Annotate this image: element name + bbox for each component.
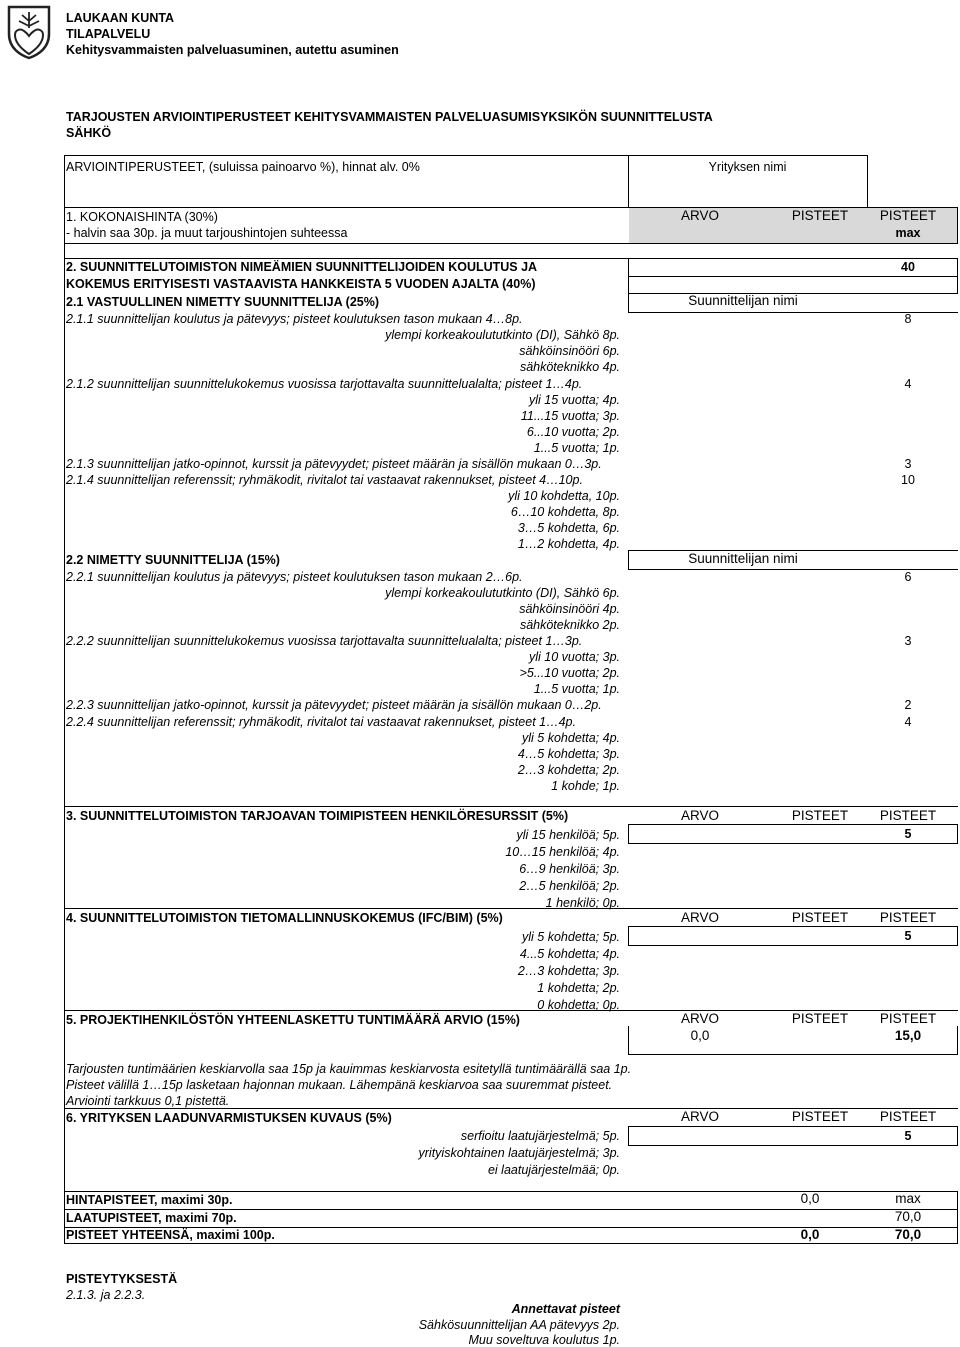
option-2-2-1-b: sähköinsinööri 4p. — [519, 602, 620, 616]
criterion-2-1-3: 2.1.3 suunnittelijan jatko-opinnot, kurssit ja pätevyydet; pisteet määrän ja sisällön mukaan 0…3p. — [66, 457, 602, 471]
option-2-1-1-b: sähköinsinööri 6p. — [519, 344, 620, 358]
header-subtitle: Kehitysvammaisten palveluasuminen, autettu asuminen — [66, 43, 399, 57]
option-2-1-4-d: 1…2 kohdetta, 4p. — [517, 537, 620, 551]
section-2-title-line2: KOKEMUS ERITYISESTI VASTAAVISTA HANKKEISTA 5 VUODEN AJALTA (40%) — [66, 277, 536, 291]
option-3-e: 1 henkilö; 0p. — [545, 896, 620, 910]
section-2-1-title: 2.1 VASTUULLINEN NIMETTY SUUNNITTELIJA (25%) — [66, 295, 379, 309]
footer-line-1: Sähkösuunnittelijan AA pätevyys 2p. — [418, 1318, 620, 1332]
option-2-1-1-c: sähköteknikko 4p. — [519, 360, 620, 374]
designer-name-label-2: Suunnittelijan nimi — [688, 551, 798, 566]
footer-given-points: Annettavat pisteet — [511, 1302, 620, 1316]
option-2-1-1-a: ylempi korkeakoulututkinto (DI), Sähkö 8p. — [385, 328, 620, 342]
footer-line-2: Muu soveltuva koulutus 1p. — [468, 1333, 620, 1347]
criterion-2-2-2: 2.2.2 suunnittelijan suunnittelukokemus vuosissa tarjottavalta suunnittelualalta; pisteet 1…3p. — [66, 634, 583, 648]
option-2-1-2-a: yli 15 vuotta; 4p. — [528, 393, 620, 407]
section-2-2-title: 2.2 NIMETTY SUUNNITTELIJA (15%) — [66, 553, 280, 567]
option-3-b: 10…15 henkilöä; 4p. — [505, 845, 620, 859]
section-4-max: 5 — [904, 929, 912, 943]
totals-sum-value: 0,0 — [800, 1227, 820, 1242]
section-5-title: 5. PROJEKTIHENKILÖSTÖN YHTEENLASKETTU TUNTIMÄÄRÄ ARVIO (15%) — [66, 1013, 520, 1027]
criterion-2-2-2-max: 3 — [904, 634, 912, 648]
section-6-max: 5 — [904, 1129, 912, 1143]
section-5-max: 15,0 — [894, 1028, 922, 1043]
section-3-title: 3. SUUNNITTELUTOIMISTON TARJOAVAN TOIMIPISTEEN HENKILÖRESURSSIT (5%) — [66, 809, 569, 823]
criterion-2-1-1-max: 8 — [904, 312, 912, 326]
option-3-d: 2…5 henkilöä; 2p. — [519, 879, 620, 893]
s3-arvo-header: ARVO — [680, 808, 719, 823]
option-2-1-4-c: 3…5 kohdetta, 6p. — [517, 521, 620, 535]
criterion-2-2-3-max: 2 — [904, 698, 912, 712]
s6-pisteet-max-header: PISTEET — [879, 1109, 937, 1124]
criterion-2-2-4: 2.2.4 suunnittelijan referenssit; ryhmäkodit, rivitalot tai vastaavat rakennukset, pisteet 1…4p. — [66, 715, 576, 729]
section-6-title: 6. YRITYKSEN LAADUNVARMISTUKSEN KUVAUS (5%) — [66, 1111, 392, 1125]
designer-name-label-1: Suunnittelijan nimi — [688, 293, 798, 308]
section-1-title: 1. KOKONAISHINTA (30%) — [66, 210, 218, 224]
option-2-2-4-a: yli 5 kohdetta; 4p. — [522, 731, 620, 745]
criterion-2-2-4-max: 4 — [904, 715, 912, 729]
option-2-2-4-b: 4…5 kohdetta; 3p. — [517, 747, 620, 761]
option-4-e: 0 kohdetta; 0p. — [537, 998, 620, 1012]
option-6-c: ei laatujärjestelmää; 0p. — [487, 1163, 620, 1177]
option-6-a: serfioitu laatujärjestelmä; 5p. — [460, 1129, 620, 1143]
section-4-title: 4. SUUNNITTELUTOIMISTON TIETOMALLINNUSKOKEMUS (IFC/BIM) (5%) — [66, 911, 503, 925]
section-2-max: 40 — [901, 260, 915, 274]
document-title: TARJOUSTEN ARVIOINTIPERUSTEET KEHITYSVAMMAISTEN PALVELUASUMISYKSIKÖN SUUNNITTELUSTA — [66, 110, 713, 124]
section-5-note-3: Arviointi tarkkuus 0,1 pistettä. — [66, 1094, 230, 1108]
option-6-b: yrityiskohtainen laatujärjestelmä; 3p. — [418, 1146, 620, 1160]
criterion-2-1-2: 2.1.2 suunnittelijan suunnittelukokemus vuosissa tarjottavalta suunnittelualalta; pisteet 1…4p. — [66, 377, 583, 391]
criterion-2-2-1-max: 6 — [904, 570, 912, 584]
criterion-2-2-1: 2.2.1 suunnittelijan koulutus ja pätevyys; pisteet koulutuksen tason mukaan 2…6p. — [66, 570, 523, 584]
totals-sum-label: PISTEET YHTEENSÄ, maximi 100p. — [66, 1228, 275, 1242]
s6-arvo-header: ARVO — [680, 1109, 719, 1124]
option-2-2-4-d: 1 kohde; 1p. — [551, 779, 620, 793]
option-2-1-4-b: 6…10 kohdetta, 8p. — [510, 505, 620, 519]
option-2-1-4-a: yli 10 kohdetta, 10p. — [508, 489, 620, 503]
criterion-2-1-3-max: 3 — [904, 457, 912, 471]
totals-price-label: HINTAPISTEET, maximi 30p. — [66, 1193, 233, 1207]
option-2-1-2-d: 1...5 vuotta; 1p. — [533, 441, 620, 455]
option-3-a: yli 15 henkilöä; 5p. — [516, 828, 620, 842]
option-2-1-2-c: 6...10 vuotta; 2p. — [526, 425, 620, 439]
totals-price-max: max — [895, 1191, 921, 1206]
option-2-2-1-a: ylempi korkeakoulututkinto (DI), Sähkö 6p. — [385, 586, 620, 600]
option-2-2-1-c: sähköteknikko 2p. — [519, 618, 620, 632]
company-name-label: Yrityksen nimi — [708, 160, 787, 174]
option-2-2-2-a: yli 10 vuotta; 3p. — [528, 650, 620, 664]
criteria-heading: ARVIOINTIPERUSTEET, (suluissa painoarvo %), hinnat alv. 0% — [66, 160, 420, 174]
section-1-note: - halvin saa 30p. ja muut tarjoushintojen suhteessa — [66, 226, 348, 240]
s1-pisteet-max-header: PISTEET — [879, 208, 937, 223]
option-2-2-2-b: >5...10 vuotta; 2p. — [519, 666, 620, 680]
s3-pisteet-header: PISTEET — [791, 808, 849, 823]
s6-pisteet-header: PISTEET — [791, 1109, 849, 1124]
option-4-b: 4...5 kohdetta; 4p. — [519, 947, 620, 961]
s3-pisteet-max-header: PISTEET — [879, 808, 937, 823]
totals-quality-label: LAATUPISTEET, maximi 70p. — [66, 1211, 237, 1225]
s5-arvo-header: ARVO — [680, 1011, 719, 1026]
option-2-2-4-c: 2…3 kohdetta; 2p. — [517, 763, 620, 777]
department-name: TILAPALVELU — [66, 27, 151, 41]
s1-pisteet-header: PISTEET — [791, 208, 849, 223]
section-2-title-line1: 2. SUUNNITTELUTOIMISTON NIMEÄMIEN SUUNNITTELIJOIDEN KOULUTUS JA — [66, 260, 538, 274]
section-5-arvo-value: 0,0 — [690, 1028, 710, 1043]
option-4-c: 2…3 kohdetta; 3p. — [517, 964, 620, 978]
totals-quality-max: 70,0 — [894, 1209, 922, 1224]
criterion-2-1-1: 2.1.1 suunnittelijan koulutus ja pätevyys; pisteet koulutuksen tason mukaan 4…8p. — [66, 312, 523, 326]
municipality-coat-of-arms-logo — [6, 4, 52, 60]
criterion-2-1-2-max: 4 — [904, 377, 912, 391]
s5-pisteet-max-header: PISTEET — [879, 1011, 937, 1026]
s1-arvo-header: ARVO — [680, 208, 719, 223]
option-3-c: 6…9 henkilöä; 3p. — [519, 862, 620, 876]
s4-pisteet-header: PISTEET — [791, 910, 849, 925]
totals-price-value: 0,0 — [800, 1191, 820, 1206]
s4-pisteet-max-header: PISTEET — [879, 910, 937, 925]
org-name: LAUKAAN KUNTA — [66, 11, 175, 25]
section-5-note-2: Pisteet välillä 1…15p lasketaan hajonnan mukaan. Lähempänä keskiarvoa saa suuremmat pisteet. — [66, 1078, 613, 1092]
document-subtitle: SÄHKÖ — [66, 126, 112, 140]
option-4-d: 1 kohdetta; 2p. — [537, 981, 620, 995]
option-4-a: yli 5 kohdetta; 5p. — [522, 930, 620, 944]
section-5-note-1: Tarjousten tuntimäärien keskiarvolla saa 15p ja kauimmas keskiarvosta esitetyllä tuntimäärällä saa 1p. — [66, 1062, 632, 1076]
criterion-2-1-4-max: 10 — [901, 473, 915, 487]
criterion-2-2-3: 2.2.3 suunnittelijan jatko-opinnot, kurssit ja pätevyydet; pisteet määrän ja sisällön mukaan 0…2p. — [66, 698, 602, 712]
s5-pisteet-header: PISTEET — [791, 1011, 849, 1026]
option-2-2-2-c: 1...5 vuotta; 1p. — [533, 682, 620, 696]
s1-max-label: max — [895, 226, 921, 240]
option-2-1-2-b: 11...15 vuotta; 3p. — [520, 409, 620, 423]
footer-reference: 2.1.3. ja 2.2.3. — [66, 1288, 146, 1302]
s4-arvo-header: ARVO — [680, 910, 719, 925]
totals-sum-max: 70,0 — [894, 1227, 922, 1242]
criterion-2-1-4: 2.1.4 suunnittelijan referenssit; ryhmäkodit, rivitalot tai vastaavat rakennukset, pisteet 4…10p. — [66, 473, 583, 487]
footer-title: PISTEYTYKSESTÄ — [66, 1272, 178, 1286]
section-3-max: 5 — [904, 827, 912, 841]
